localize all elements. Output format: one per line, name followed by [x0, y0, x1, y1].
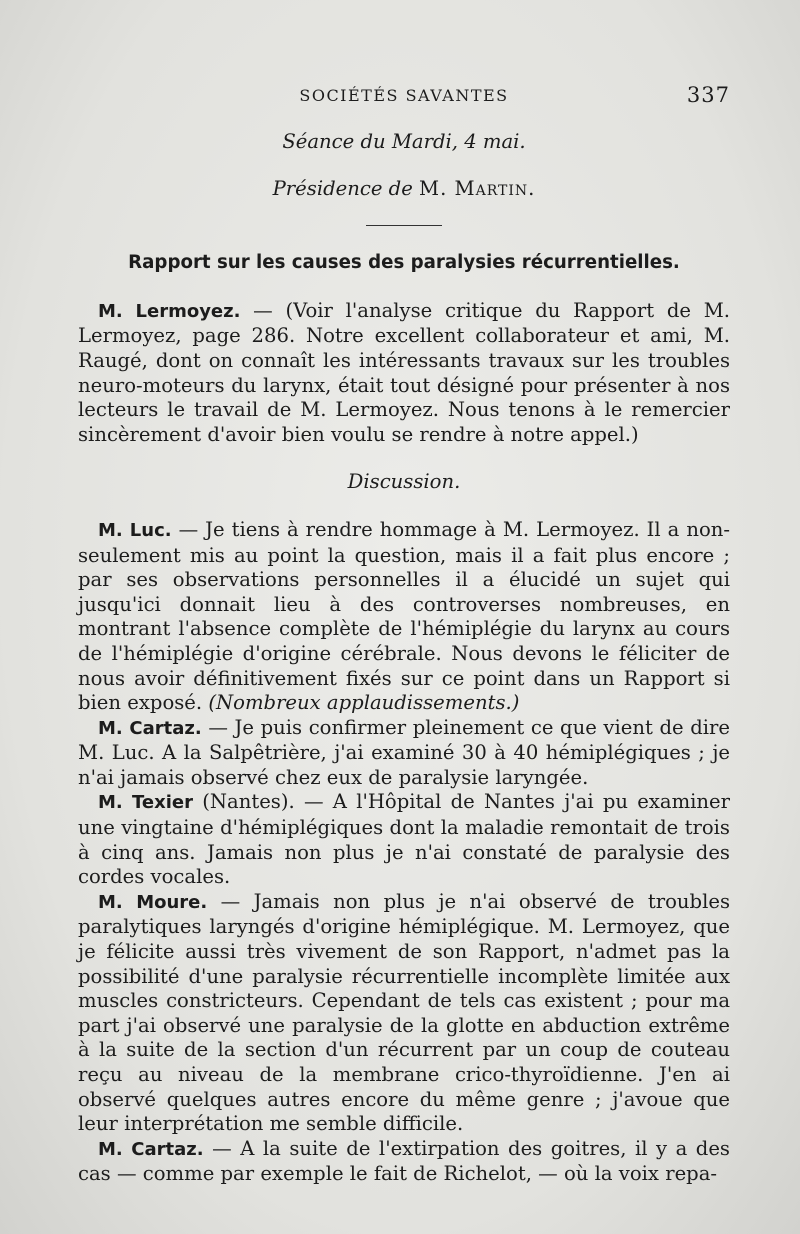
paragraph-text: — Je tiens à rendre hommage à M. Lermoyez. Il a non-seulement mis au point la question, mais il a fait plus encore ; par ses observations personnelles il a élucidé un sujet qui jusqu'ici donnait lieu à des controverses nombreuses, en montrant l'absence complète de l'hémiplégie du larynx au cours de l'hémiplégie d'origine cérébrale. Nous devons le féliciter de nous avoir définitivement fixés sur ce point dans un Rapport si bien exposé.	[78, 517, 730, 715]
separator-rule	[366, 225, 442, 226]
page-body	[78, 128, 730, 1187]
paragraph-text: — (Voir l'analyse critique du Rapport de M. Lermoyez, page 286. Notre excellent collaborateur et ami, M. Raugé, dont on connaît les intéressants travaux sur les troubles neuro-moteurs du larynx, était tout désigné pour présenter à nos lecteurs le travail de M. Lermoyez. Nous tenons à le remercier sincèrement d'avoir bien voulu se rendre à notre appel.)	[78, 298, 730, 446]
paragraph-text: (Nantes). — A l'Hôpital de Nantes j'ai pu examiner une vingtaine d'hémiplégiques dont la maladie remontait de trois à cinq ans. Jamais non plus je n'ai constaté de paralysie des cordes vocales.	[78, 790, 730, 889]
paragraph-texier	[78, 790, 730, 889]
report-title: Rapport sur les causes des paralysies récurrentielles.	[128, 252, 680, 274]
page-number: 337	[686, 83, 730, 107]
speaker-name: M. Texier	[98, 792, 193, 814]
paragraph-text: — Je puis confirmer pleinement ce que vient de dire M. Luc. A la Salpêtrière, j'ai examiné 30 à 40 hémiplégiques ; je n'ai jamais observé chez eux de paralysie laryngée.	[78, 715, 730, 789]
paragraph-moure	[78, 890, 730, 1137]
paragraph-luc	[78, 518, 730, 716]
speaker-name: M. Cartaz.	[98, 1138, 204, 1160]
speaker-name: M. Cartaz.	[98, 717, 202, 739]
speaker-name: M. Moure.	[98, 891, 208, 913]
paragraph-text: — A la suite de l'extirpation des goitres, il y a des cas — comme par exemple le fait de Richelot, — où la voix repa-	[78, 1136, 730, 1186]
presidency-label: Présidence de	[272, 176, 413, 200]
president-name: M. Martin.	[419, 176, 536, 200]
running-title: SOCIÉTÉS SAVANTES	[299, 86, 509, 105]
discussion-heading: Discussion.	[347, 470, 461, 494]
speaker-name: M. Luc.	[98, 519, 172, 541]
running-header	[78, 83, 730, 110]
paragraph-text: — Jamais non plus je n'ai observé de troubles paralytiques laryngés d'origine hémiplégique. M. Lermoyez, que je félicite aussi très vivement de son Rapport, n'admet pas la possibilité d'une paralysie récurrentielle incomplète limitée aux muscles constricteurs. Cependant de tels cas existent ; pour ma part j'ai observé une paralysie de la glotte en abduction extrême à la suite de la section d'un récurrent par un coup de couteau reçu au niveau de la membrane crico-thyroïdienne. J'en ai observé quelques autres encore du même genre ; j'avoue que leur interprétation me semble difficile.	[78, 889, 730, 1136]
paragraph-cartaz-1	[78, 716, 730, 791]
paragraph-lermoyez	[78, 299, 730, 448]
paragraph-cartaz-2	[78, 1137, 730, 1187]
speaker-name: M. Lermoyez.	[98, 300, 241, 322]
applause-note: (Nombreux applaudissements.)	[208, 691, 520, 715]
presidency-line	[78, 177, 730, 202]
session-heading: Séance du Mardi, 4 mai.	[282, 130, 526, 153]
